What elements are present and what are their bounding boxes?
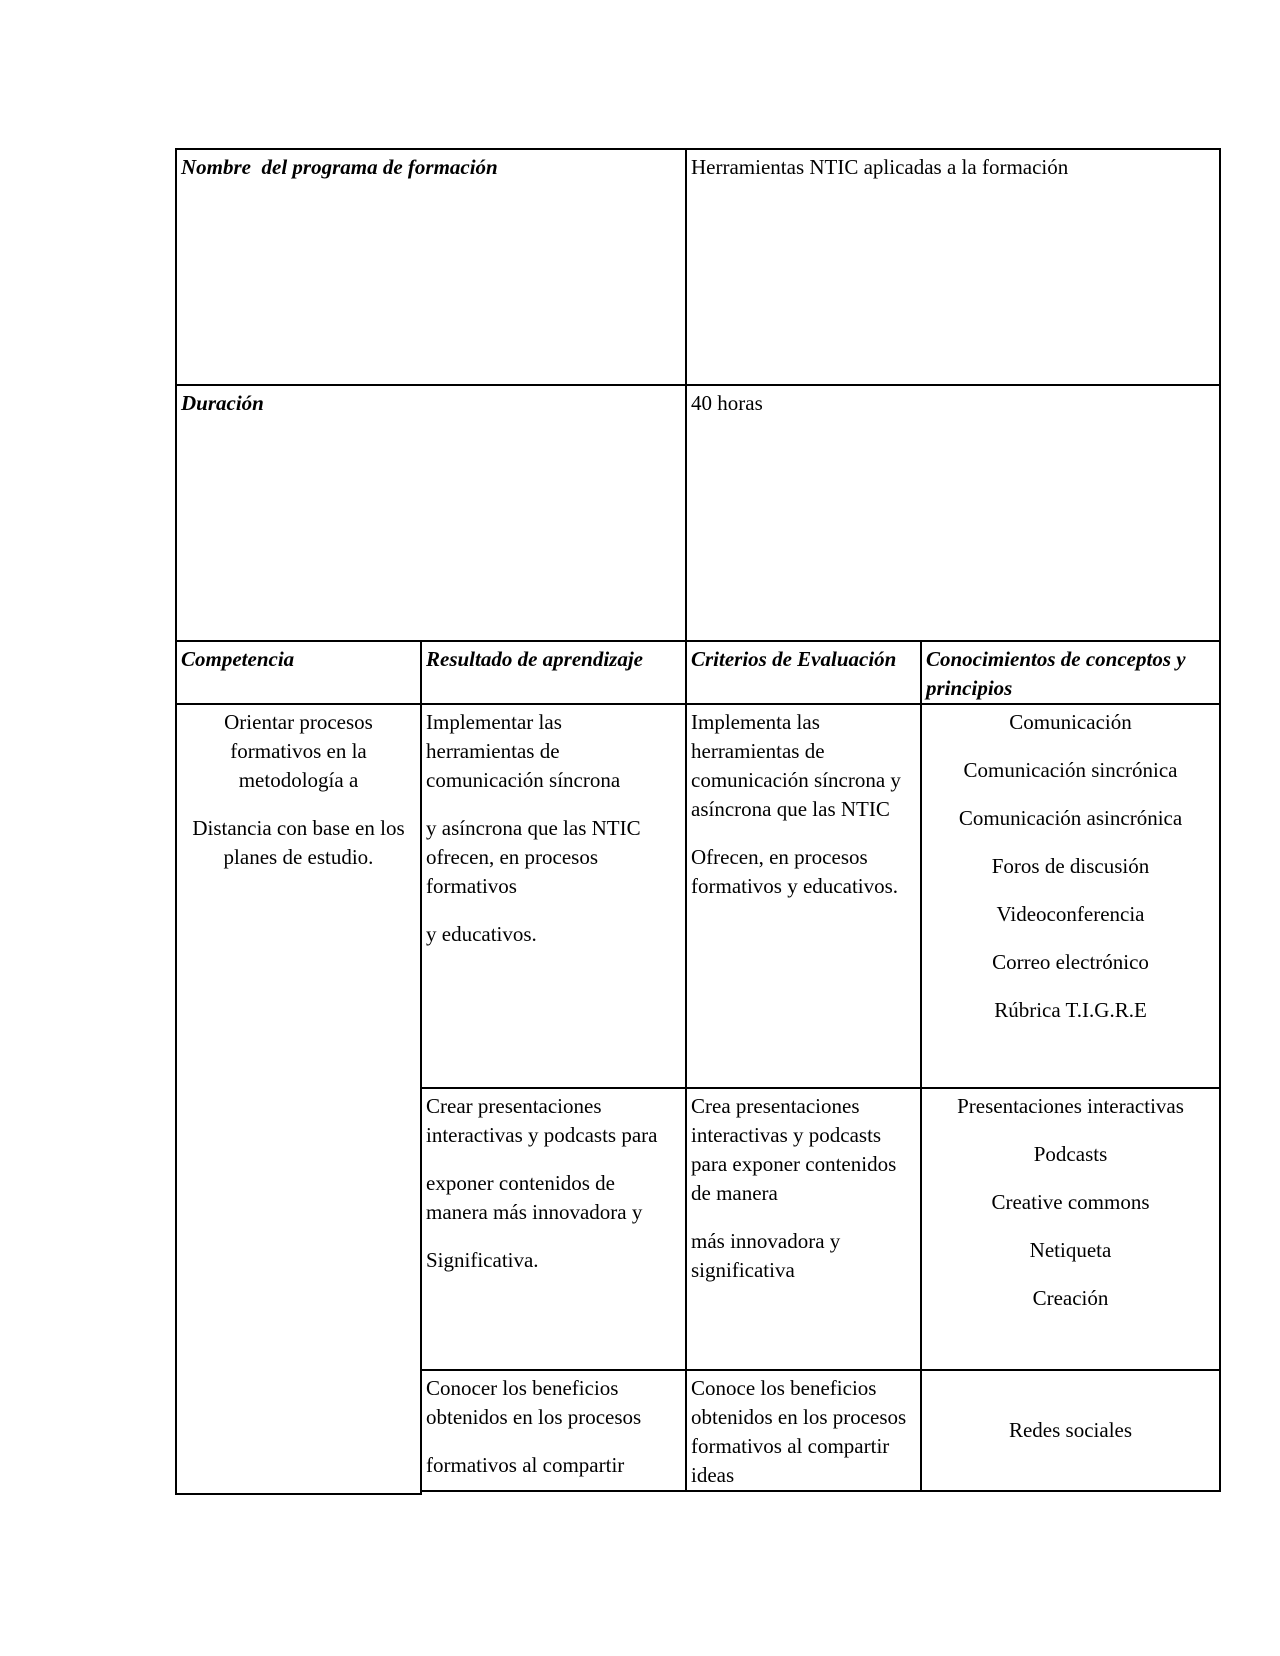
row-1-resultado-p2: y asíncrona que las NTIC ofrecen, en procesos formativos — [426, 816, 641, 898]
row-2-concept-3: Creative commons — [991, 1190, 1150, 1214]
program-name-label-cell — [175, 148, 687, 386]
row-2-concept-5: Creación — [1032, 1286, 1109, 1310]
duration-label-cell — [175, 384, 687, 642]
row-2-resultado-p3: Significativa. — [426, 1248, 539, 1272]
header-criterios-cell — [685, 640, 922, 705]
competencia-text-2: Distancia con base en los planes de estudio. — [192, 816, 405, 869]
row-2-criterios-p2: más innovadora y significativa — [691, 1229, 841, 1282]
duration-value-cell — [685, 384, 1221, 642]
row-2-concept-2: Podcasts — [1033, 1142, 1108, 1166]
row-3-criterios-p1: Conoce los beneficios obtenidos en los procesos formativos al compartir ideas — [691, 1376, 907, 1487]
header-competencia: Competencia — [181, 647, 295, 671]
row-2-resultado-p2: exponer contenidos de manera más innovadora y — [426, 1171, 643, 1224]
header-competencia-cell — [175, 640, 422, 705]
row-1-criterios-cell — [685, 703, 922, 1089]
row-3-concept-1: Redes sociales — [1008, 1418, 1133, 1442]
header-resultado: Resultado de aprendizaje — [426, 647, 644, 671]
row-3-conocimientos-cell — [920, 1369, 1221, 1492]
competencia-text-1: Orientar procesos formativos en la metodología a — [224, 710, 373, 792]
row-1-concept-1: Comunicación — [1009, 710, 1132, 734]
header-conocimientos-cell — [920, 640, 1221, 705]
program-name-label: Nombre del programa de formación — [181, 155, 498, 179]
row-2-conocimientos-cell — [920, 1087, 1221, 1371]
row-1-resultado-p1: Implementar las herramientas de comunicación síncrona — [426, 710, 621, 792]
header-conocimientos: Conocimientos de conceptos y principios — [926, 647, 1186, 700]
row-1-criterios-p2: Ofrecen, en procesos formativos y educativos. — [691, 845, 899, 898]
row-1-criterios-p1: Implementa las herramientas de comunicación síncrona y asíncrona que las NTIC — [691, 710, 901, 821]
row-1-concept-4: Foros de discusión — [991, 854, 1150, 878]
row-2-resultado-cell — [420, 1087, 687, 1371]
row-3-criterios-cell — [685, 1369, 922, 1492]
row-3-resultado-p2: formativos al compartir — [426, 1453, 625, 1477]
row-2-concept-4: Netiqueta — [1029, 1238, 1112, 1262]
header-resultado-cell — [420, 640, 687, 705]
header-criterios: Criterios de Evaluación — [691, 647, 897, 671]
row-2-resultado-p1: Crear presentaciones interactivas y podcasts para — [426, 1094, 658, 1147]
row-1-resultado-p3: y educativos. — [426, 922, 537, 946]
row-1-concept-5: Videoconferencia — [996, 902, 1145, 926]
duration-value: 40 horas — [691, 391, 763, 415]
row-2-criterios-cell — [685, 1087, 922, 1371]
row-1-concept-7: Rúbrica T.I.G.R.E — [994, 998, 1147, 1022]
row-1-conocimientos-cell — [920, 703, 1221, 1089]
competencia-cell — [175, 703, 422, 1495]
row-1-concept-6: Correo electrónico — [992, 950, 1149, 974]
row-3-resultado-p1: Conocer los beneficios obtenidos en los procesos — [426, 1376, 642, 1429]
row-1-concept-2: Comunicación sincrónica — [963, 758, 1178, 782]
program-name-value-cell — [685, 148, 1221, 386]
row-1-concept-3: Comunicación asincrónica — [958, 806, 1183, 830]
duration-label: Duración — [181, 391, 264, 415]
row-2-criterios-p1: Crea presentaciones interactivas y podcasts para exponer contenidos de manera — [691, 1094, 897, 1205]
program-name-value: Herramientas NTIC aplicadas a la formación — [691, 155, 1069, 179]
row-2-concept-1: Presentaciones interactivas — [957, 1094, 1184, 1118]
row-1-resultado-cell — [420, 703, 687, 1089]
row-3-resultado-cell — [420, 1369, 687, 1492]
